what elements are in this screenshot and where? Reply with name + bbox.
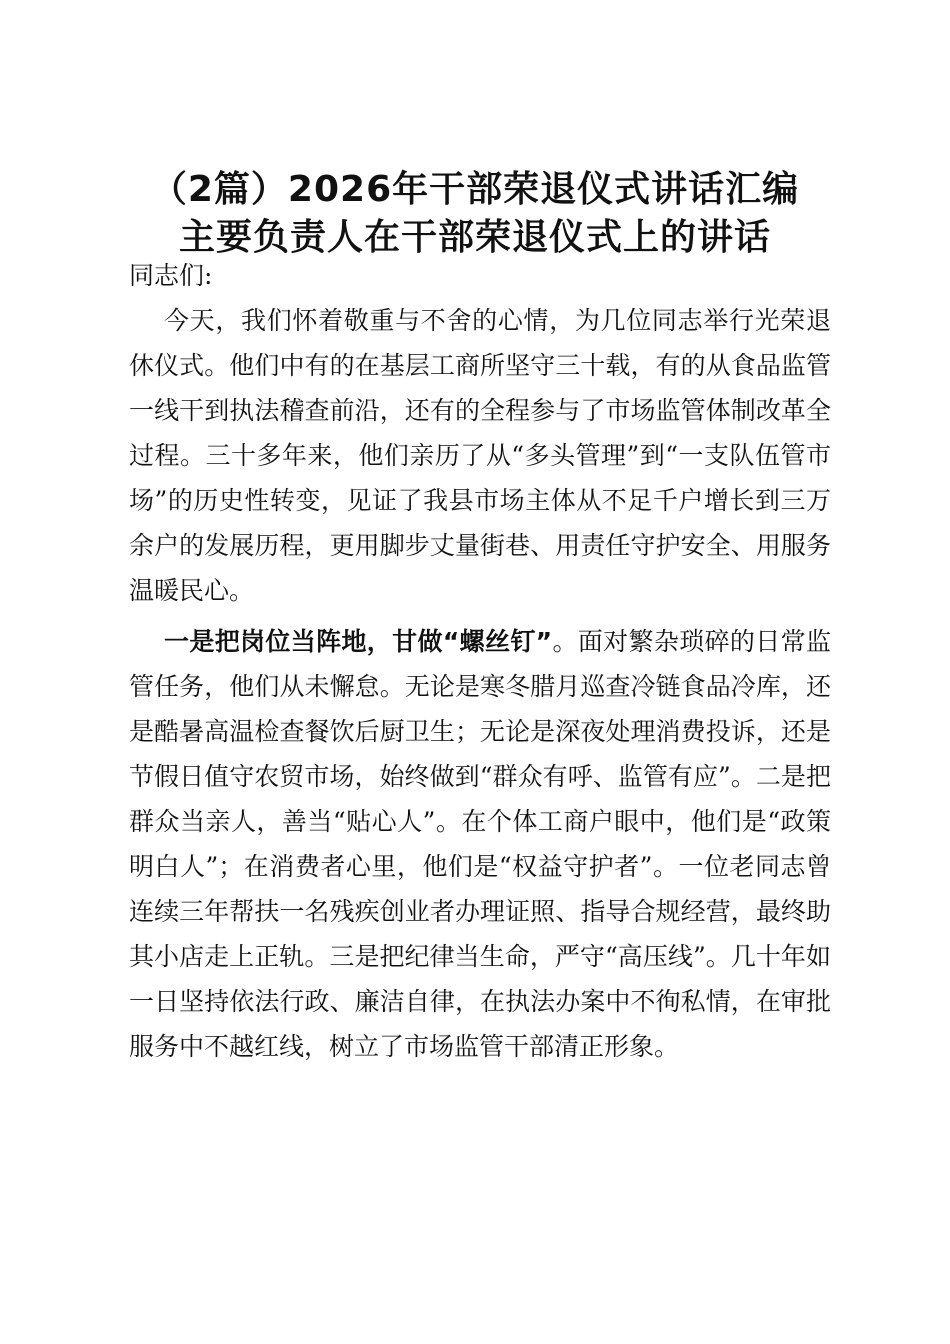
title-line-1: （2篇）2026年干部荣退仪式讲话汇编 <box>150 169 800 210</box>
paragraph-1: 今天，我们怀着敬重与不舍的心情，为几位同志举行光荣退休仪式。他们中有的在基层工商所坚守三十载，有的从食品监管一线干到执法稽查前沿，还有的全程参与了市场监管体制改革全过程。三十多年来，他们亲历了从“多头管理”到“一支队伍管市场”的历史性转变，见证了我县市场主体从不足千户增长到三万余户的发展历程，更用脚步丈量街巷、用责任守护安全、用服务温暖民心。 <box>129 306 831 605</box>
paragraph-2-lead: 一是把岗位当阵地，甘做“螺丝钉” <box>164 627 553 656</box>
salutation: 同志们: <box>129 261 213 290</box>
paragraph-2 <box>129 619 831 1069</box>
paragraph-2-body: 。面对繁杂琐碎的日常监管任务，他们从未懈怠。无论是寒冬腊月巡查冷链食品冷库，还是酷暑高温检查餐饮后厨卫生；无论是深夜处理消费投诉，还是节假日值守农贸市场，始终做到“群众有呼、监管有应”。二是把群众当亲人，善当“贴心人”。在个体工商户眼中，他们是“政策明白人”；在消费者心里，他们是“权益守护者”。一位老同志曾连续三年帮扶一名残疾创业者办理证照、指导合规经营，最终助其小店走上正轨。三是把纪律当生命，严守“高压线”。几十年如一日坚持依法行政、廉洁自律，在执法办案中不徇私情，在审批服务中不越红线，树立了市场监管干部清正形象。 <box>129 627 831 1061</box>
document-body <box>129 253 831 1069</box>
document-title <box>0 166 950 262</box>
title-line-2: 主要负责人在干部荣退仪式上的讲话 <box>178 217 771 258</box>
